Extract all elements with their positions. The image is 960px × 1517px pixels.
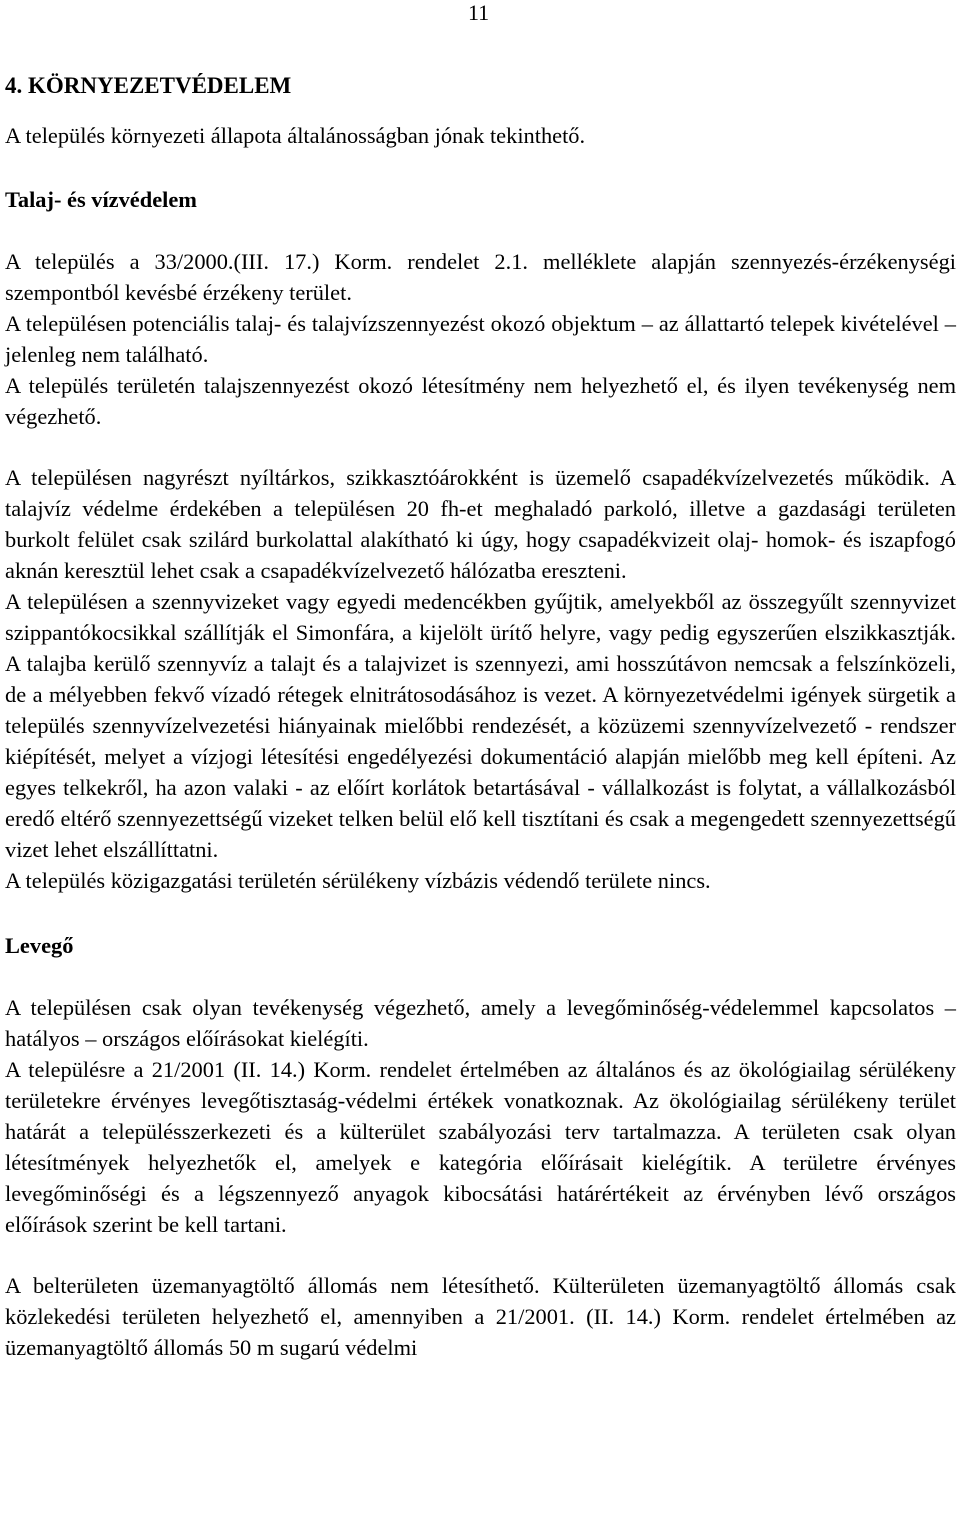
soil-water-paragraph-2: A településen potenciális talaj- és talajvízszennyezést okozó objektum – az állattartó telepek kivételével – jelenleg nem található. [5,311,956,367]
soil-water-paragraph-3: A település területén talajszennyezést okozó létesítmény nem helyezhető el, és ilyen tevékenység nem végezhető. [5,373,956,429]
chapter-title: 4. KÖRNYEZETVÉDELEM [5,73,292,98]
spacer [5,896,956,930]
section-title-air: Levegő [5,933,74,958]
soil-water-paragraph-5: A településen a szennyvizeket vagy egyedi medencékben gyűjtik, amelyekből az összegyűlt szennyvizet szippantókocsikkal szállítják el Simonfára, a kijelölt ürítő helyre, vagy pedig egyszerűen elszikkasztják. A talajba kerülő szennyvíz a talajt és a talajvizet is szennyezi, ami hosszútávon nemcsak a felszínközeli, de a mélyebben fekvő vízadó rétegek elnitrátosodásához is vezet. A környezetvédelmi igények sürgetik a település szennyvízelvezetési hiányainak mielőbbi rendezését, a közüzemi szennyvízelvezető - rendszer kiépítését, melyet a vízjogi létesítési engedélyezési dokumentáció alapján mielőbb meg kell építeni. Az egyes telkekről, ha azon valaki - az előírt korlátok betartásával - vállalkozást is folytat, a vállalkozásból eredő eltérő szennyezettségű vizeket telken belül elő kell tisztítani és csak a megengedett szennyezettségű vizet lehet elszállíttatni. [5,589,956,862]
air-paragraph-1: A településen csak olyan tevékenység végezhető, amely a levegőminőség-védelemmel kapcsolatos – hatályos – országos előírásokat kielégíti. [5,995,956,1051]
page-number: 11 [468,0,490,25]
soil-water-paragraph-1: A település a 33/2000.(III. 17.) Korm. rendelet 2.1. melléklete alapján szennyezés-érzékenységi szempontból kevésbé érzékeny terület. [5,249,956,305]
spacer [5,1240,956,1270]
air-paragraph-2: A településre a 21/2001 (II. 14.) Korm. rendelet értelmében az általános és az ökológiailag sérülékeny területekre érvényes levegőtisztaság-védelmi értékek vonatkoznak. Az ökológiailag sérülékeny terület határát a településszerkezeti és a külterület szabályozási terv tartalmazza. A területen csak olyan létesítmények helyezhetők el, amelyek e kategória előírásait kielégítik. A területre érvényes levegőminőségi és a légszennyező anyagok kibocsátási határértékeit az érvényben lévő országos előírások szerint be kell tartani. [5,1057,956,1237]
soil-water-paragraph-4: A településen nagyrészt nyíltárkos, szikkasztóárokként is üzemelő csapadékvízelvezetés működik. A talajvíz védelme érdekében a településen 20 fh-et meghaladó parkoló, illetve a gazdasági területen burkolt felület csak szilárd burkolattal alakítható ki úgy, hogy csapadékvizeit olaj- homok- és iszapfogó aknán keresztül lehet csak a csapadékvízelvezető hálózatba ereszteni. [5,465,956,583]
spacer [5,215,956,246]
spacer [5,961,956,992]
intro-paragraph: A település környezeti állapota általánosságban jónak tekinthető. [5,123,586,148]
air-paragraph-3: A belterületen üzemanyagtöltő állomás nem létesíthető. Külterületen üzemanyagtöltő állomás csak közlekedési területen helyezhető el, amennyiben a 21/2001. (II. 14.) Korm. rendelet értelmében az üzemanyagtöltő állomás 50 m sugarú védelmi [5,1273,956,1360]
section-title-soil-water: Talaj- és vízvédelem [5,187,197,212]
soil-water-paragraph-6: A település közigazgatási területén sérülékeny vízbázis védendő területe nincs. [5,868,711,893]
spacer [5,432,956,462]
spacer [5,151,956,184]
page-content [5,70,956,1363]
